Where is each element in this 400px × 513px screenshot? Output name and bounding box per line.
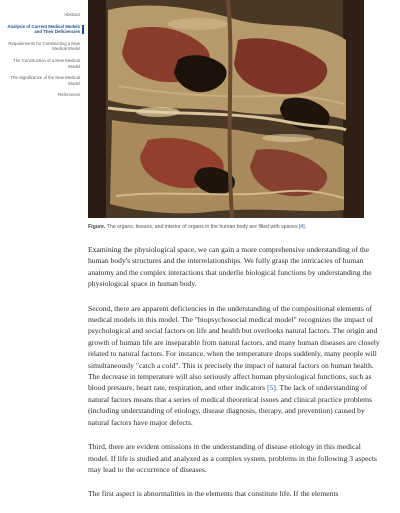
figure-citation-link[interactable]: [4] xyxy=(298,224,305,230)
citation-link-5[interactable]: [5] xyxy=(267,383,276,393)
figure xyxy=(88,0,358,231)
paragraph-third-omission: Third, there are evident omissions in the understanding of disease etiology in this medical model. If life is studied and analyzed as a complex system, problems in the following 3 aspects may lead to the occurrence of diseases. xyxy=(88,442,377,474)
figure-label: Figure. xyxy=(88,224,106,230)
paragraph-second-deficiency xyxy=(88,303,380,428)
paragraph-physiological-space: Examining the physiological space, we can gain a more comprehensive understanding of the human body's structures and the interrelationships. We fully grasp the intricacies of human anatomy and the complex interactions that underlie biological functions by understanding the physiological space in human body. xyxy=(88,245,372,289)
article-body xyxy=(88,244,380,513)
paragraph-first-aspect: The first aspect is abnormalities in the elements that constitute life. If the elements xyxy=(88,489,339,499)
toc-item-abstract[interactable]: Abstract xyxy=(64,12,80,17)
toc-item-requirements[interactable]: Requirements for Constructing a New Medical Model xyxy=(8,40,80,52)
toc-item-analysis-current-models[interactable]: Analysis of Current Medical Models and Their Deficiencies xyxy=(7,23,80,35)
figure-caption-end: . xyxy=(304,224,307,230)
toc-item-significance[interactable]: The Significance of the New Medical Model xyxy=(10,75,80,86)
anatomy-figure-image xyxy=(88,0,364,218)
figure-caption-text: The organs, tissues, and interior of organs in the human body are filled with spaces xyxy=(105,224,299,230)
paragraph-second-text-b: . The lack of understanding of natural factors means that a series of medical theoretical issues and clinical practice problems (including understanding of etiology, disease diagnosis, therapy, and prevention) caused by natural factors have major defects. xyxy=(88,383,373,427)
figure-caption xyxy=(88,224,388,231)
toc-item-references[interactable]: References xyxy=(58,92,80,98)
paragraph-second-text-a: Second, there are apparent deficiencies in the understanding of the compositional elements of medical models in this model. The "biopsychosocial medical model" recognizes the impact of psychological and social factors on life and health but overlooks natural factors. The origin and growth of human life are inseparable from natural factors, and many human diseases are closely related to natural factors. For instance, when the temperature drops suddenly, many people will simultaneously "catch a cold". This is precisely the impact of natural factors on human health. The decrease in temperature will also seriously affect human physiological functions, such as blood pressure, heart rate, respiration, and other indicators xyxy=(88,303,380,393)
table-of-contents xyxy=(6,12,80,104)
toc-item-construction[interactable]: The Construction of a New Medical Model xyxy=(13,57,80,69)
